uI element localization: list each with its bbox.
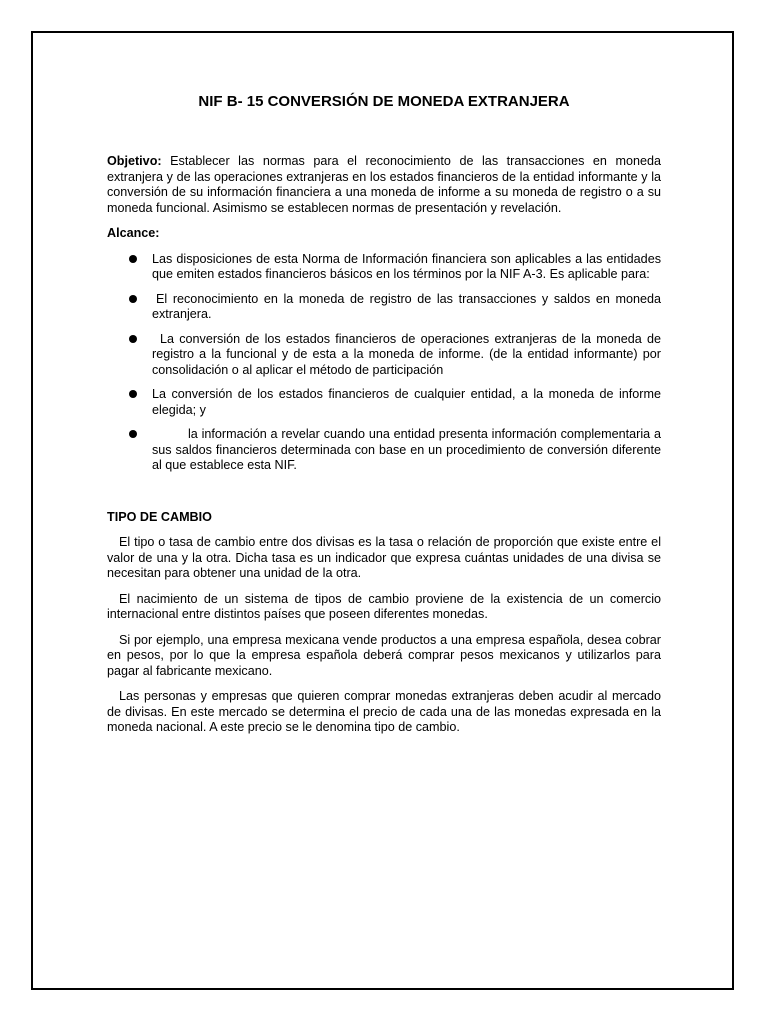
scope-item-text: la información a revelar cuando una entidad presenta información complementaria a sus saldos financieros determinada con base en un procedimiento de conversión diferente al que establece esta NIF. xyxy=(152,427,661,472)
list-item xyxy=(107,332,661,379)
document-body xyxy=(107,92,661,746)
scope-list xyxy=(107,252,661,474)
scope-heading: Alcance: xyxy=(107,226,160,240)
exchange-rate-paragraph: El nacimiento de un sistema de tipos de cambio proviene de la existencia de un comercio internacional entre distintos países que poseen diferentes monedas. xyxy=(107,591,661,621)
exchange-rate-paragraph: Si por ejemplo, una empresa mexicana vende productos a una empresa española, desea cobrar en pesos, por lo que la empresa española deberá comprar pesos mexicanos y utilizarlos para pagar al fabricante mexicano. xyxy=(107,632,661,678)
bullet-icon xyxy=(129,295,137,303)
objective-text: Establecer las normas para el reconocimiento de las transacciones en moneda extranjera y de las operaciones extranjeras en los estados financieros de la entidad informante y la conversión de su información financiera a una moneda de informe a su moneda de registro o a su moneda funcional. Asimismo se establecen normas de presentación y revelación. xyxy=(107,154,661,215)
bullet-icon xyxy=(129,335,137,343)
list-item xyxy=(107,387,661,418)
list-item xyxy=(107,427,661,474)
bullet-icon xyxy=(129,430,137,438)
list-item xyxy=(107,252,661,283)
objective-label: Objetivo: xyxy=(107,154,162,168)
scope-item-text: La conversión de los estados financieros de operaciones extranjeras de la moneda de registro a la funcional y de esta a la moneda de informe. (de la entidad informante) por consolidación o al aplicar el método de participación xyxy=(152,331,661,377)
scope-item-text: Las disposiciones de esta Norma de Información financiera son aplicables a las entidades que emiten estados financieros básicos en los términos por la NIF A-3. Es aplicable para: xyxy=(152,251,661,281)
bullet-icon xyxy=(129,390,137,398)
objective-paragraph xyxy=(107,154,661,216)
exchange-rate-paragraph: Las personas y empresas que quieren comprar monedas extranjeras deben acudir al mercado de divisas. En este mercado se determina el precio de cada una de las monedas expresada en la moneda nacional. A este precio se le denomina tipo de cambio. xyxy=(107,689,661,734)
scope-item-text: La conversión de los estados financieros de cualquier entidad, a la moneda de informe elegida; y xyxy=(152,387,661,417)
list-item xyxy=(107,292,661,323)
document-title: NIF B- 15 CONVERSIÓN DE MONEDA EXTRANJERA xyxy=(198,93,570,110)
scope-item-text: El reconocimiento en la moneda de registro de las transacciones y saldos en moneda extranjera. xyxy=(152,291,661,321)
exchange-rate-paragraph: El tipo o tasa de cambio entre dos divisas es la tasa o relación de proporción que existe entre el valor de una y la otra. Dicha tasa es un indicador que expresa cuántas unidades de una divisa se necesitan para obtener una unidad de la otra. xyxy=(107,535,661,580)
exchange-rate-heading: TIPO DE CAMBIO xyxy=(107,509,212,524)
bullet-icon xyxy=(129,255,137,263)
